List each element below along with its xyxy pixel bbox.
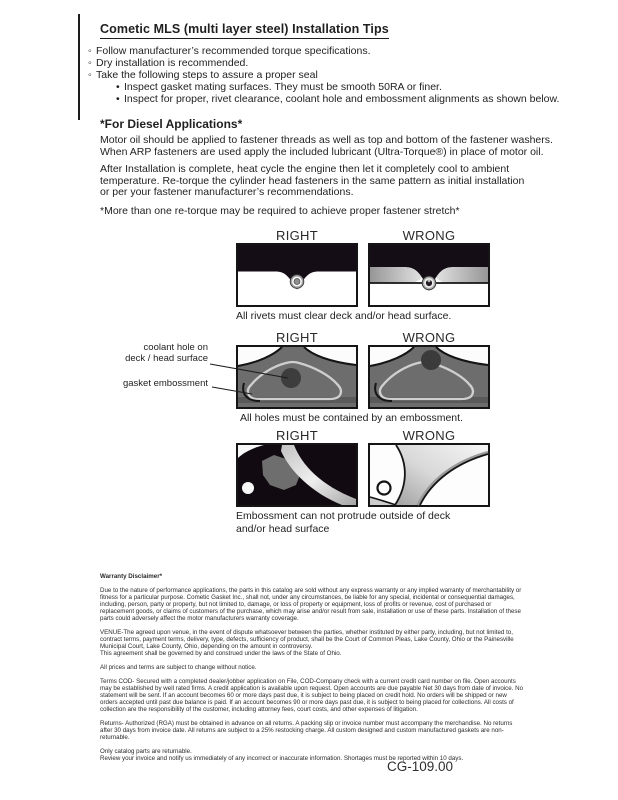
paragraph-line: When ARP fasteners are used apply the included lubricant (Ultra-Torque®) in place of motor oil.	[100, 145, 544, 158]
list-item	[88, 69, 559, 81]
legal-section	[100, 573, 524, 769]
rivet-icon	[422, 276, 436, 290]
list-item	[88, 93, 559, 105]
protrusion-right-drawing	[236, 443, 358, 507]
right-label: RIGHT	[276, 428, 318, 443]
open-bullet-icon: ◦	[88, 45, 92, 57]
rivet-right-drawing	[236, 243, 358, 307]
callout-line-1: coolant hole on	[143, 342, 208, 353]
open-bullet-icon: ◦	[88, 57, 92, 69]
deck-surface-right	[436, 267, 488, 283]
coolant-hole-callout	[82, 343, 208, 364]
governing-law-clause: This agreement shall be governed by and construed under the laws of the State of Ohio.	[100, 650, 342, 658]
tips-list	[88, 45, 559, 105]
bolt-hole	[378, 482, 391, 495]
tip-text: Follow manufacturer’s recommended torque specifications.	[96, 45, 371, 57]
open-bullet-icon: ◦	[88, 69, 92, 81]
embossment-wrong-diagram	[368, 345, 490, 409]
protrusion-wrong-diagram	[368, 443, 490, 507]
caption-line-2: and/or head surface	[236, 523, 330, 535]
protrusion-wrong-drawing	[368, 443, 490, 507]
caption-protrusion	[236, 510, 450, 536]
caption-line-1: Embossment can not protrude outside of deck	[236, 510, 451, 522]
callout-line-2: deck / head surface	[125, 352, 208, 364]
venue-clause: VENUE-The agreed upon venue, in the event of dispute whatsoever between the parties, whether instituted by either party, including, but not limited to, contract terms, payment terms, delivery, type, defects, sufficiency of product, shall be the Court of Common Pleas, Lake County, Ohio or the Painesville Municipal Court, Lake County, Ohio, depending on the amount in controversy.	[100, 628, 514, 651]
returns-clause: Returns- Authorized (RGA) must be obtained in advance on all returns. A packing slip or invoice number must accompany the merchandise. No returns after 30 days from invoice date. All returns are subject to a 25% restocking charge. All custom designed and custom manufactured gaskets are non-returnable.	[100, 720, 513, 742]
coolant-hole	[421, 350, 441, 370]
page-code: CG-109.00	[387, 759, 454, 774]
gasket-embossment-callout: gasket embossment	[122, 378, 208, 389]
rivet-wrong-drawing	[368, 243, 490, 307]
embossment-wrong-drawing	[368, 345, 490, 409]
rivet-right-diagram	[236, 243, 358, 307]
prices-clause: All prices and terms are subject to change without notice.	[100, 664, 257, 672]
protrusion-right-diagram	[236, 443, 358, 507]
rivet-icon	[290, 275, 304, 289]
paragraph-line: temperature. Re-torque the cylinder head fasteners in the same pattern as initial installation	[100, 174, 525, 187]
wrong-label: WRONG	[402, 228, 456, 243]
warranty-disclaimer: Due to the nature of performance applications, the parts in this catalog are sold without any express warranty or any implied warranty of merchantability or fitness for a particular purpose. Cometic Gasket Inc., shall not, under any circumstances, be liable for any special, incidental or consequential damages, including, person, party or property, but not limited to, damage, or loss of property or equipment, loss of profits or revenue, cost of purchased or replacement goods, or claims of customers of the purchase, which may arise and/or result from sale, installation or use of these parts. Installation of these parts could adversely affect the motor manufacturers warranty coverage.	[100, 586, 522, 623]
paragraph-line: Motor oil should be applied to fastener threads as well as top and bottom of the fastener washers.	[100, 134, 553, 146]
wrong-label: WRONG	[402, 428, 456, 443]
tip-text: Inspect for proper, rivet clearance, coolant hole and embossment alignments as shown below.	[124, 93, 560, 105]
tip-text: Dry installation is recommended.	[96, 57, 249, 69]
returnable-clause: Only catalog parts are returnable.	[100, 747, 192, 755]
terms-clause: Terms COD- Secured with a completed dealer/jobber application on File, COD-Company check with a current credit card number on file. Open accounts may be established by well rated firms. A credit application is available upon request. Open accounts are due payable Net 30 days from date of invoice. No statement will be sent. If an account becomes 60 or more days past due, it is subject to being placed on credit hold. No orders will be shipped or new orders accepted until past due balance is paid. If an account becomes 90 or more days past due, it is subject to being placed for collections. All costs of collection are the responsibility of the customer, including attorney fees, court costs, and other expenses of litigation.	[100, 677, 524, 714]
page-title: Cometic MLS (multi layer steel) Installation Tips	[100, 22, 389, 39]
warranty-heading: Warranty Disclaimer*	[100, 573, 163, 580]
deck-surface-left	[370, 267, 422, 283]
list-item	[88, 81, 559, 93]
diesel-paragraph-1	[100, 135, 553, 158]
diesel-heading: *For Diesel Applications*	[100, 117, 243, 131]
page-edge-mark	[78, 14, 80, 120]
list-item	[88, 45, 559, 57]
right-label: RIGHT	[276, 228, 318, 243]
embossment-right-drawing	[236, 345, 358, 409]
filled-bullet-icon: •	[116, 81, 120, 93]
diesel-paragraph-2	[100, 164, 524, 199]
rivet-wrong-diagram	[368, 243, 490, 307]
filled-bullet-icon: •	[116, 93, 120, 105]
caption-holes: All holes must be contained by an embossment.	[240, 412, 463, 424]
embossment-right-diagram	[236, 345, 358, 409]
review-clause: Review your invoice and notify us immediately of any incorrect or inaccurate information. Shortages must be reported within 10 days.	[100, 755, 464, 763]
paragraph-line: or per your fastener manufacturer’s recommendations.	[100, 186, 354, 198]
list-item	[88, 57, 559, 69]
coolant-hole	[281, 368, 301, 388]
caption-rivets: All rivets must clear deck and/or head surface.	[236, 310, 452, 322]
tip-text: Inspect gasket mating surfaces. They must be smooth 50RA or finer.	[124, 81, 442, 93]
tip-text: Take the following steps to assure a proper seal	[96, 69, 318, 81]
paragraph-line: After Installation is complete, heat cycle the engine then let it completely cool to ambient	[100, 163, 510, 175]
right-label: RIGHT	[276, 330, 318, 345]
bolt-hole	[242, 482, 254, 494]
wrong-label: WRONG	[402, 330, 456, 345]
retorque-note: *More than one re-torque may be required to achieve proper fastener stretch*	[100, 205, 460, 217]
